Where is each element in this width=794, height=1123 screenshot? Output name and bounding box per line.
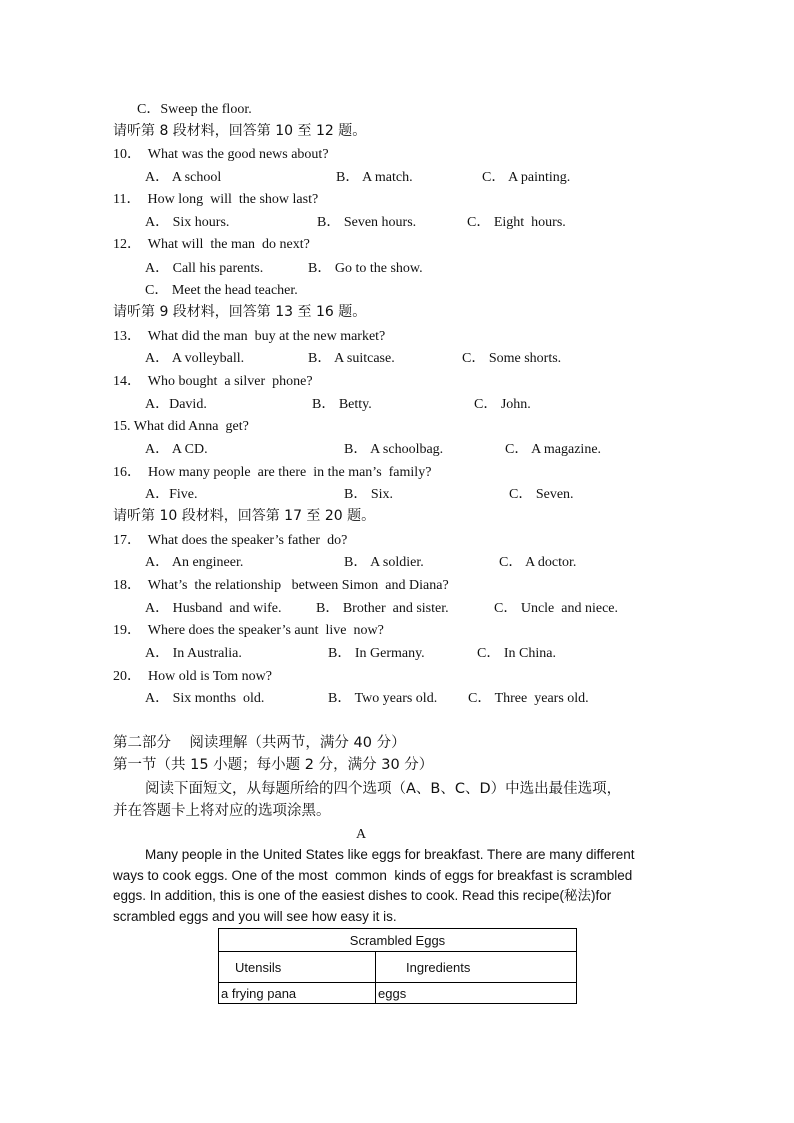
q19-option-a: A． In Australia.: [145, 646, 242, 661]
q17-option-c: C． A doctor.: [499, 555, 577, 570]
q16-option-a: A．Five.: [145, 487, 198, 502]
q14-option-b: B． Betty.: [312, 397, 372, 412]
q15-option-c: C． A magazine.: [505, 442, 602, 457]
q20-option-c: C． Three years old.: [468, 691, 589, 706]
q18-option-b: B． Brother and sister.: [316, 601, 449, 616]
q20-option-a: A． Six months old.: [145, 691, 265, 706]
passage-line: scrambled eggs and you will see how easy it is.: [113, 909, 397, 924]
section8-header: 请听第 8 段材料，回答第 10 至 12 题。: [113, 123, 367, 139]
q19-option-b: B． In Germany.: [328, 646, 425, 661]
table-row: [219, 983, 577, 1004]
q13-option-c: C． Some shorts.: [462, 351, 562, 366]
q10-option-b: B． A match.: [336, 170, 413, 185]
q17-option-a: A． An engineer.: [145, 555, 244, 570]
utensils-header: Utensils: [219, 952, 376, 983]
q16-stem: 16． How many people are there in the man’s family?: [113, 465, 432, 480]
q20-option-b: B． Two years old.: [328, 691, 438, 706]
q15-option-a: A． A CD.: [145, 442, 208, 457]
ingredients-header: Ingredients: [376, 952, 577, 983]
q15-option-b: B． A schoolbag.: [344, 442, 444, 457]
q12-option-c: C． Meet the head teacher.: [145, 283, 298, 298]
q9-option-c: C．Sweep the floor.: [137, 102, 252, 117]
recipe-table: [218, 928, 577, 1004]
passage-line: ways to cook eggs. One of the most common kinds of eggs for breakfast is scrambled: [113, 868, 633, 883]
q18-stem: 18． What’s the relationship between Simon and Diana?: [113, 578, 449, 593]
q19-stem: 19． Where does the speaker’s aunt live now?: [113, 623, 384, 638]
q13-stem: 13． What did the man buy at the new market?: [113, 329, 386, 344]
q13-option-b: B． A suitcase.: [308, 351, 395, 366]
q11-option-a: A． Six hours.: [145, 215, 230, 230]
passage-line: Many people in the United States like eggs for breakfast. There are many different: [145, 847, 635, 862]
passage-line: eggs. In addition, this is one of the easiest dishes to cook. Read this recipe(秘法)for: [113, 888, 612, 903]
q14-stem: 14． Who bought a silver phone?: [113, 374, 313, 389]
q12-option-a: A． Call his parents.: [145, 261, 264, 276]
q11-stem: 11． How long will the show last?: [113, 192, 319, 207]
instruction-line-1: 阅读下面短文，从每题所给的四个选项（A、B、C、D）中选出最佳选项，: [145, 781, 622, 797]
q11-option-c: C． Eight hours.: [467, 215, 566, 230]
q15-stem: 15. What did Anna get?: [113, 419, 249, 434]
part2-title: 第二部分 阅读理解（共两节，满分 40 分）: [113, 735, 406, 751]
section10-header: 请听第 10 段材料，回答第 17 至 20 题。: [113, 508, 376, 524]
q11-option-b: B． Seven hours.: [317, 215, 417, 230]
q13-option-a: A． A volleyball.: [145, 351, 245, 366]
q10-option-c: C． A painting.: [482, 170, 571, 185]
section1-title: 第一节（共 15 小题；每小题 2 分，满分 30 分）: [113, 757, 434, 773]
q10-stem: 10． What was the good news about?: [113, 147, 329, 162]
q19-option-c: C． In China.: [477, 646, 556, 661]
q14-option-a: A．David.: [145, 397, 207, 412]
passage-label: A: [356, 827, 367, 842]
table-cell: a frying pana: [219, 983, 376, 1004]
q18-option-a: A． Husband and wife.: [145, 601, 282, 616]
instruction-line-2: 并在答题卡上将对应的选项涂黑。: [113, 803, 331, 819]
q12-stem: 12． What will the man do next?: [113, 237, 310, 252]
q17-option-b: B． A soldier.: [344, 555, 424, 570]
section9-header: 请听第 9 段材料，回答第 13 至 16 题。: [113, 304, 367, 320]
q20-stem: 20． How old is Tom now?: [113, 669, 272, 684]
table-cell: eggs: [376, 983, 577, 1004]
q14-option-c: C． John.: [474, 397, 531, 412]
q18-option-c: C． Uncle and niece.: [494, 601, 619, 616]
q12-option-b: B． Go to the show.: [308, 261, 423, 276]
q16-option-c: C． Seven.: [509, 487, 574, 502]
q16-option-b: B． Six.: [344, 487, 394, 502]
q17-stem: 17． What does the speaker’s father do?: [113, 533, 348, 548]
recipe-table-title: Scrambled Eggs: [219, 929, 577, 952]
q10-option-a: A． A school: [145, 170, 222, 185]
